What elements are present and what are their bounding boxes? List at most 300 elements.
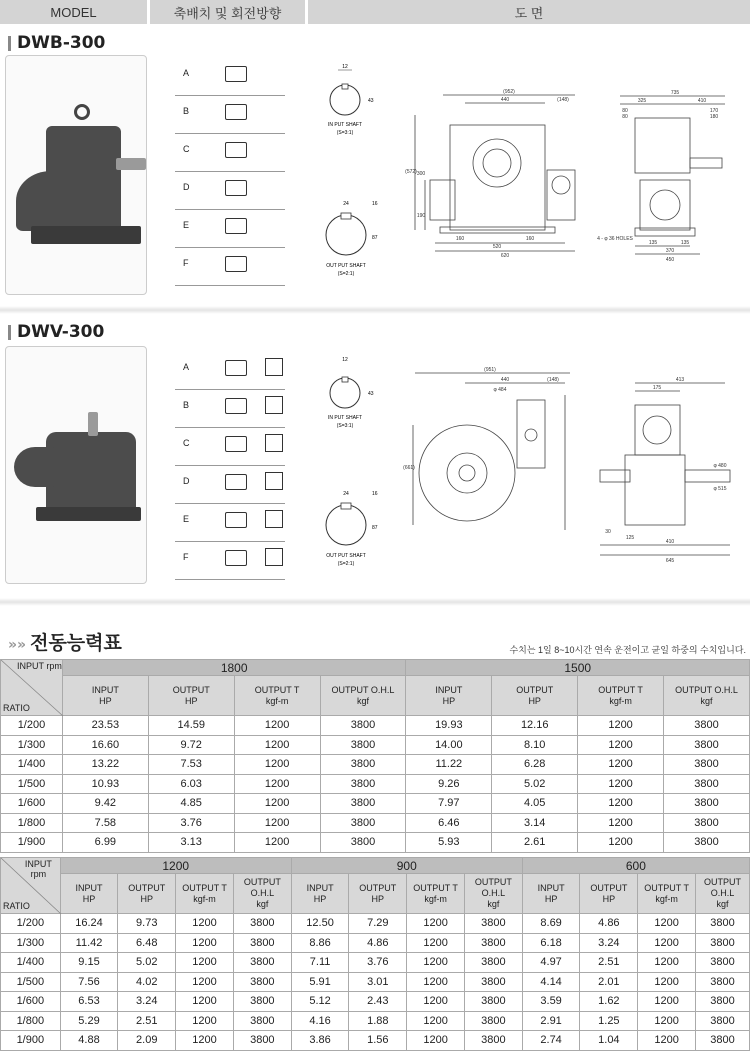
value-cell: 3800 bbox=[320, 716, 406, 736]
value-cell: 1200 bbox=[638, 972, 696, 992]
value-cell: 3800 bbox=[464, 914, 522, 934]
value-cell: 8.86 bbox=[291, 933, 349, 953]
value-cell: 6.99 bbox=[62, 833, 148, 853]
table-row bbox=[1, 933, 750, 953]
value-cell: 1200 bbox=[638, 1011, 696, 1031]
capacity-table-2 bbox=[0, 857, 750, 1051]
value-cell: 2.43 bbox=[349, 992, 407, 1012]
ratio-cell: 1/900 bbox=[1, 833, 63, 853]
value-cell: 3800 bbox=[233, 992, 291, 1012]
mount-diagram-icon bbox=[265, 472, 283, 490]
value-cell: 12.50 bbox=[291, 914, 349, 934]
dim: 80 bbox=[622, 108, 628, 114]
value-cell: 1.04 bbox=[580, 1031, 638, 1051]
value-cell: 3800 bbox=[464, 1011, 522, 1031]
dim: 135 bbox=[680, 240, 690, 246]
shaft-dim: 12 bbox=[342, 357, 348, 363]
value-cell: 3800 bbox=[464, 992, 522, 1012]
ratio-cell: 1/600 bbox=[1, 992, 61, 1012]
value-cell: 9.15 bbox=[60, 953, 118, 973]
speed-header: 1800 bbox=[62, 660, 405, 676]
dim: 30 bbox=[605, 529, 611, 535]
value-cell: 5.29 bbox=[60, 1011, 118, 1031]
value-cell: 3800 bbox=[233, 914, 291, 934]
value-cell: 3.14 bbox=[492, 813, 578, 833]
value-cell: 1200 bbox=[407, 914, 465, 934]
mount-letter: E bbox=[183, 220, 190, 230]
value-cell: 3800 bbox=[696, 914, 750, 934]
dim: 645 bbox=[665, 558, 675, 564]
shaft-dim: 16 bbox=[372, 491, 378, 497]
value-cell: 7.58 bbox=[62, 813, 148, 833]
column-header: OUTPUT T kgf-m bbox=[234, 676, 320, 716]
value-cell: 3800 bbox=[664, 755, 750, 775]
ratio-cell: 1/400 bbox=[1, 755, 63, 775]
value-cell: 3800 bbox=[664, 833, 750, 853]
value-cell: 3800 bbox=[664, 735, 750, 755]
value-cell: 1200 bbox=[638, 933, 696, 953]
value-cell: 4.85 bbox=[148, 794, 234, 814]
value-cell: 4.16 bbox=[291, 1011, 349, 1031]
capacity-table-1 bbox=[0, 659, 750, 853]
value-cell: 1.88 bbox=[349, 1011, 407, 1031]
speed-header: 900 bbox=[291, 858, 522, 874]
value-cell: 6.18 bbox=[522, 933, 580, 953]
mount-letter: C bbox=[183, 438, 190, 448]
mount-diagram-icon bbox=[225, 142, 247, 158]
mount-diagram-icon bbox=[265, 548, 283, 566]
shaft-dim: 12 bbox=[342, 64, 348, 70]
mount-diagram-icon bbox=[225, 218, 247, 234]
value-cell: 1200 bbox=[578, 794, 664, 814]
value-cell: 3800 bbox=[696, 933, 750, 953]
column-header: INPUT HP bbox=[62, 676, 148, 716]
value-cell: 1200 bbox=[407, 1031, 465, 1051]
table-note: 수치는 1일 8~10시간 연속 운전이고 균일 하중의 수치입니다. bbox=[509, 645, 746, 655]
value-cell: 3800 bbox=[696, 972, 750, 992]
value-cell: 1200 bbox=[638, 1031, 696, 1051]
mount-diagram-icon bbox=[225, 256, 247, 272]
dim: 410 bbox=[665, 539, 675, 545]
value-cell: 1200 bbox=[176, 992, 234, 1012]
value-cell: 11.42 bbox=[60, 933, 118, 953]
shaft-dim: 24 bbox=[343, 491, 349, 497]
value-cell: 3800 bbox=[664, 716, 750, 736]
value-cell: 1200 bbox=[638, 992, 696, 1012]
dim: φ 484 bbox=[493, 387, 507, 393]
mount-diagram-icon bbox=[265, 396, 283, 414]
value-cell: 5.02 bbox=[492, 774, 578, 794]
dim: 620 bbox=[500, 253, 510, 259]
value-cell: 5.93 bbox=[406, 833, 492, 853]
value-cell: 1200 bbox=[176, 1011, 234, 1031]
value-cell: 3800 bbox=[233, 953, 291, 973]
value-cell: 6.48 bbox=[118, 933, 176, 953]
ratio-cell: 1/300 bbox=[1, 735, 63, 755]
ratio-cell: 1/500 bbox=[1, 972, 61, 992]
value-cell: 8.10 bbox=[492, 735, 578, 755]
value-cell: 2.61 bbox=[492, 833, 578, 853]
table-row bbox=[1, 914, 750, 934]
value-cell: 1200 bbox=[638, 914, 696, 934]
shaft-dim: 43 bbox=[368, 391, 374, 397]
value-cell: 2.01 bbox=[580, 972, 638, 992]
mount-diagram-icon bbox=[225, 436, 247, 452]
value-cell: 1200 bbox=[176, 933, 234, 953]
value-cell: 1200 bbox=[638, 953, 696, 973]
dim: 450 bbox=[665, 257, 675, 263]
value-cell: 3800 bbox=[696, 1031, 750, 1051]
value-cell: 1200 bbox=[578, 755, 664, 775]
dim: 175 bbox=[652, 385, 662, 391]
value-cell: 10.93 bbox=[62, 774, 148, 794]
dim: (148) bbox=[557, 97, 569, 103]
value-cell: 3800 bbox=[320, 833, 406, 853]
value-cell: 3800 bbox=[233, 933, 291, 953]
column-header: OUTPUT O.H.L kgf bbox=[696, 874, 750, 914]
mount-diagram-icon bbox=[225, 360, 247, 376]
mount-row bbox=[175, 134, 285, 172]
dim: (951) bbox=[484, 367, 496, 373]
value-cell: 2.74 bbox=[522, 1031, 580, 1051]
value-cell: 1200 bbox=[578, 735, 664, 755]
shaft-label: IN PUT SHAFT bbox=[327, 122, 363, 128]
value-cell: 1.62 bbox=[580, 992, 638, 1012]
value-cell: 1200 bbox=[234, 735, 320, 755]
table-row bbox=[1, 953, 750, 973]
value-cell: 1.25 bbox=[580, 1011, 638, 1031]
column-header: INPUT HP bbox=[60, 874, 118, 914]
shaft-dim: 87 bbox=[372, 525, 378, 531]
value-cell: 3800 bbox=[664, 794, 750, 814]
value-cell: 1200 bbox=[578, 716, 664, 736]
dim: 440 bbox=[500, 97, 510, 103]
mount-diagram-icon bbox=[225, 398, 247, 414]
value-cell: 6.53 bbox=[60, 992, 118, 1012]
side-view-dwv bbox=[590, 375, 740, 565]
value-cell: 3800 bbox=[664, 774, 750, 794]
dim: 413 bbox=[675, 377, 685, 383]
value-cell: 11.22 bbox=[406, 755, 492, 775]
value-cell: 9.26 bbox=[406, 774, 492, 794]
column-header: OUTPUT HP bbox=[118, 874, 176, 914]
product-photo-dwb bbox=[5, 55, 147, 295]
mount-letter: D bbox=[183, 182, 190, 192]
value-cell: 3.13 bbox=[148, 833, 234, 853]
value-cell: 3.76 bbox=[148, 813, 234, 833]
value-cell: 1200 bbox=[176, 972, 234, 992]
column-header: OUTPUT T kgf-m bbox=[407, 874, 465, 914]
column-header: OUTPUT O.H.L kgf bbox=[233, 874, 291, 914]
speed-header: 600 bbox=[522, 858, 749, 874]
table-row bbox=[1, 794, 750, 814]
mount-diagram-icon bbox=[225, 104, 247, 120]
value-cell: 3800 bbox=[233, 1031, 291, 1051]
shaft-dim: 24 bbox=[343, 201, 349, 207]
table-row bbox=[1, 972, 750, 992]
dim: 160 bbox=[525, 236, 535, 242]
value-cell: 1200 bbox=[176, 914, 234, 934]
header-mount: 축배치 및 회전방향 bbox=[150, 0, 308, 24]
value-cell: 1200 bbox=[407, 933, 465, 953]
mount-row bbox=[175, 390, 285, 428]
table-corner: INPUT rpm RATIO bbox=[1, 858, 61, 914]
column-header: OUTPUT HP bbox=[349, 874, 407, 914]
shaft-ratio: (S=3:1) bbox=[336, 130, 354, 136]
value-cell: 16.60 bbox=[62, 735, 148, 755]
divider bbox=[0, 306, 750, 314]
value-cell: 1200 bbox=[234, 794, 320, 814]
mount-list-dwv bbox=[175, 352, 285, 580]
table-row bbox=[1, 992, 750, 1012]
value-cell: 3800 bbox=[464, 953, 522, 973]
divider bbox=[0, 598, 750, 606]
value-cell: 3.24 bbox=[580, 933, 638, 953]
mount-row bbox=[175, 428, 285, 466]
value-cell: 23.53 bbox=[62, 716, 148, 736]
value-cell: 14.59 bbox=[148, 716, 234, 736]
value-cell: 4.14 bbox=[522, 972, 580, 992]
dim: 170 bbox=[709, 108, 719, 114]
column-header: INPUT HP bbox=[406, 676, 492, 716]
table-row bbox=[1, 735, 750, 755]
value-cell: 3800 bbox=[464, 972, 522, 992]
dim: 370 bbox=[665, 248, 675, 254]
dim: (952) bbox=[503, 89, 515, 95]
value-cell: 9.42 bbox=[62, 794, 148, 814]
mount-diagram-icon bbox=[225, 66, 247, 82]
dim: 325 bbox=[637, 98, 647, 104]
column-header: OUTPUT T kgf-m bbox=[578, 676, 664, 716]
output-shaft-dwb bbox=[318, 195, 382, 280]
ratio-cell: 1/800 bbox=[1, 813, 63, 833]
shaft-ratio: (S=3:1) bbox=[336, 423, 354, 429]
column-header: INPUT HP bbox=[522, 874, 580, 914]
value-cell: 1.56 bbox=[349, 1031, 407, 1051]
shaft-label: OUT PUT SHAFT bbox=[326, 263, 366, 269]
dim: (661) bbox=[403, 465, 415, 471]
mount-row bbox=[175, 504, 285, 542]
shaft-label: IN PUT SHAFT bbox=[327, 415, 363, 421]
front-view-dwv bbox=[405, 365, 585, 545]
value-cell: 13.22 bbox=[62, 755, 148, 775]
speed-header: 1200 bbox=[60, 858, 291, 874]
column-header: OUTPUT HP bbox=[148, 676, 234, 716]
mount-letter: F bbox=[183, 552, 189, 562]
value-cell: 3800 bbox=[320, 755, 406, 775]
value-cell: 5.12 bbox=[291, 992, 349, 1012]
value-cell: 4.86 bbox=[580, 914, 638, 934]
value-cell: 12.16 bbox=[492, 716, 578, 736]
value-cell: 9.73 bbox=[118, 914, 176, 934]
model-title-dwv bbox=[8, 322, 104, 342]
dim: 190 bbox=[416, 213, 426, 219]
value-cell: 3800 bbox=[320, 813, 406, 833]
dim: 440 bbox=[500, 377, 510, 383]
ratio-cell: 1/400 bbox=[1, 953, 61, 973]
column-header: OUTPUT O.H.L kgf bbox=[664, 676, 750, 716]
mount-row bbox=[175, 96, 285, 134]
ratio-cell: 1/300 bbox=[1, 933, 61, 953]
shaft-label: OUT PUT SHAFT bbox=[326, 553, 366, 559]
value-cell: 3800 bbox=[233, 972, 291, 992]
column-header: OUTPUT T kgf-m bbox=[176, 874, 234, 914]
ratio-cell: 1/200 bbox=[1, 914, 61, 934]
column-header: OUTPUT HP bbox=[492, 676, 578, 716]
table-row bbox=[1, 1031, 750, 1051]
value-cell: 2.91 bbox=[522, 1011, 580, 1031]
mount-row bbox=[175, 248, 285, 286]
model-title-dwb bbox=[8, 33, 105, 53]
value-cell: 3.86 bbox=[291, 1031, 349, 1051]
dim: 410 bbox=[697, 98, 707, 104]
table-row bbox=[1, 1011, 750, 1031]
value-cell: 1200 bbox=[578, 774, 664, 794]
mount-row bbox=[175, 352, 285, 390]
value-cell: 1200 bbox=[578, 833, 664, 853]
column-header: OUTPUT T kgf-m bbox=[638, 874, 696, 914]
value-cell: 2.51 bbox=[118, 1011, 176, 1031]
table-row bbox=[1, 755, 750, 775]
mount-diagram-icon bbox=[225, 474, 247, 490]
column-header: INPUT HP bbox=[291, 874, 349, 914]
mount-diagram-icon bbox=[265, 358, 283, 376]
ratio-cell: 1/200 bbox=[1, 716, 63, 736]
mount-row bbox=[175, 58, 285, 96]
dim: 300 bbox=[416, 171, 426, 177]
table-row bbox=[1, 716, 750, 736]
value-cell: 3800 bbox=[696, 1011, 750, 1031]
mount-diagram-icon bbox=[225, 512, 247, 528]
dim: (148) bbox=[547, 377, 559, 383]
ratio-cell: 1/600 bbox=[1, 794, 63, 814]
value-cell: 7.11 bbox=[291, 953, 349, 973]
shaft-dim: 16 bbox=[372, 201, 378, 207]
value-cell: 1200 bbox=[234, 774, 320, 794]
shaft-ratio: (S=2:1) bbox=[337, 271, 355, 277]
mount-diagram-icon bbox=[265, 510, 283, 528]
value-cell: 7.29 bbox=[349, 914, 407, 934]
value-cell: 5.91 bbox=[291, 972, 349, 992]
value-cell: 1200 bbox=[234, 833, 320, 853]
value-cell: 4.88 bbox=[60, 1031, 118, 1051]
value-cell: 3.24 bbox=[118, 992, 176, 1012]
dim: 135 bbox=[648, 240, 658, 246]
mount-row bbox=[175, 542, 285, 580]
value-cell: 6.28 bbox=[492, 755, 578, 775]
mount-letter: F bbox=[183, 258, 189, 268]
value-cell: 9.72 bbox=[148, 735, 234, 755]
ratio-cell: 1/800 bbox=[1, 1011, 61, 1031]
table-title: »» 전동능력표 bbox=[8, 632, 122, 654]
mount-row bbox=[175, 210, 285, 248]
front-view-dwb bbox=[405, 85, 595, 260]
value-cell: 4.97 bbox=[522, 953, 580, 973]
ratio-cell: 1/500 bbox=[1, 774, 63, 794]
value-cell: 1200 bbox=[234, 813, 320, 833]
value-cell: 1200 bbox=[407, 1011, 465, 1031]
value-cell: 14.00 bbox=[406, 735, 492, 755]
value-cell: 5.02 bbox=[118, 953, 176, 973]
value-cell: 4.05 bbox=[492, 794, 578, 814]
mount-diagram-icon bbox=[265, 434, 283, 452]
value-cell: 19.93 bbox=[406, 716, 492, 736]
speed-header: 1500 bbox=[406, 660, 750, 676]
mount-row bbox=[175, 172, 285, 210]
value-cell: 4.86 bbox=[349, 933, 407, 953]
mount-diagram-icon bbox=[225, 550, 247, 566]
value-cell: 3800 bbox=[664, 813, 750, 833]
value-cell: 7.53 bbox=[148, 755, 234, 775]
output-shaft-dwv bbox=[318, 485, 382, 570]
model-name: DWB-300 bbox=[17, 33, 106, 53]
dim: (572) bbox=[405, 169, 417, 175]
mount-row bbox=[175, 466, 285, 504]
mount-letter: A bbox=[183, 362, 190, 372]
shaft-dim: 87 bbox=[372, 235, 378, 241]
table-row bbox=[1, 833, 750, 853]
ratio-cell: 1/900 bbox=[1, 1031, 61, 1051]
dim: φ 515 bbox=[713, 486, 727, 492]
mount-letter: D bbox=[183, 476, 190, 486]
dim: φ 480 bbox=[713, 463, 727, 469]
mount-letter: A bbox=[183, 68, 190, 78]
value-cell: 3800 bbox=[320, 735, 406, 755]
value-cell: 6.03 bbox=[148, 774, 234, 794]
value-cell: 7.56 bbox=[60, 972, 118, 992]
column-header: OUTPUT O.H.L kgf bbox=[320, 676, 406, 716]
dim: 180 bbox=[709, 114, 719, 120]
model-name: DWV-300 bbox=[17, 322, 105, 342]
value-cell: 3800 bbox=[320, 774, 406, 794]
mount-diagram-icon bbox=[225, 180, 247, 196]
dim: 520 bbox=[492, 244, 502, 250]
value-cell: 3800 bbox=[696, 992, 750, 1012]
value-cell: 16.24 bbox=[60, 914, 118, 934]
dim: 80 bbox=[622, 114, 628, 120]
value-cell: 3.01 bbox=[349, 972, 407, 992]
column-header: OUTPUT HP bbox=[580, 874, 638, 914]
value-cell: 1200 bbox=[407, 953, 465, 973]
chevron-right-icon: »» bbox=[8, 637, 27, 653]
dim: 125 bbox=[625, 535, 635, 541]
side-view-dwb bbox=[590, 88, 740, 263]
value-cell: 3800 bbox=[696, 953, 750, 973]
product-photo-dwv bbox=[5, 346, 147, 584]
header-drawing: 도 면 bbox=[308, 0, 750, 24]
mount-list-dwb bbox=[175, 58, 285, 286]
table-corner: INPUT rpm RATIO bbox=[1, 660, 63, 716]
value-cell: 1200 bbox=[578, 813, 664, 833]
spec-header bbox=[0, 0, 750, 24]
value-cell: 1200 bbox=[407, 992, 465, 1012]
value-cell: 1200 bbox=[407, 972, 465, 992]
value-cell: 2.51 bbox=[580, 953, 638, 973]
value-cell: 7.97 bbox=[406, 794, 492, 814]
table-row bbox=[1, 774, 750, 794]
shaft-dim: 43 bbox=[368, 98, 374, 104]
value-cell: 8.69 bbox=[522, 914, 580, 934]
shaft-ratio: (S=2:1) bbox=[337, 561, 355, 567]
input-shaft-dwb bbox=[320, 60, 380, 155]
value-cell: 3800 bbox=[464, 933, 522, 953]
value-cell: 3800 bbox=[233, 1011, 291, 1031]
value-cell: 1200 bbox=[176, 1031, 234, 1051]
value-cell: 2.09 bbox=[118, 1031, 176, 1051]
mount-letter: B bbox=[183, 400, 190, 410]
mount-letter: E bbox=[183, 514, 190, 524]
mount-letter: C bbox=[183, 144, 190, 154]
